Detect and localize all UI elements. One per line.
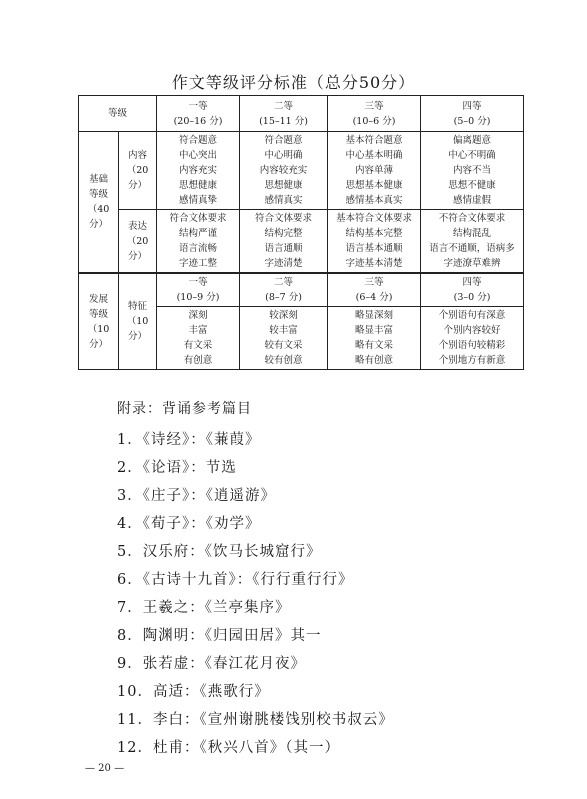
level-header: 三等 (6–4 分) xyxy=(328,273,421,307)
table-row-content xyxy=(79,132,524,210)
list-item: 9．张若虚：《春江花月夜》 xyxy=(117,656,306,672)
level-header: 三等 (10–6 分) xyxy=(328,96,421,132)
level-header: 一等 (20–16 分) xyxy=(157,96,240,132)
table-row-expression xyxy=(79,210,524,274)
table-cell: 不符合文体要求 结构混乱 语言不通顺，语病多 字迹潦草难辨 xyxy=(421,210,524,274)
basic-grade-label: 基础 等级 （40 分） xyxy=(79,132,119,274)
list-item: 4．《荀子》：《劝学》 xyxy=(117,516,261,532)
page-title: 作文等级评分标准（总分50分） xyxy=(171,73,416,92)
table-cell: 偏离题意 中心不明确 内容不当 思想不健康 感情虚假 xyxy=(421,132,524,210)
level-header: 二等 (8–7 分) xyxy=(240,273,328,307)
list-item: 7．王羲之：《兰亭集序》 xyxy=(117,600,291,616)
list-item: 12．杜甫：《秋兴八首》（其一） xyxy=(117,740,340,756)
table-cell: 略显深刻 略显丰富 略有文采 略有创意 xyxy=(328,307,421,370)
table-cell: 较深刻 较丰富 较有文采 较有创意 xyxy=(240,307,328,370)
table-cell: 深刻 丰富 有文采 有创意 xyxy=(157,307,240,370)
table-cell: 个别语句有深意 个别内容较好 个别语句较精彩 个别地方有新意 xyxy=(421,307,524,370)
list-item: 6．《古诗十九首》：《行行重行行》 xyxy=(117,572,354,588)
table-cell: 符合文体要求 结构严谨 语言流畅 字迹工整 xyxy=(157,210,240,274)
list-item: 5．汉乐府：《饮马长城窟行》 xyxy=(117,544,322,560)
level-header: 四等 (3–0 分) xyxy=(421,273,524,307)
list-item: 3．《庄子》：《逍遥游》 xyxy=(117,488,276,504)
table-cell: 基本符合题意 中心基本明确 内容单薄 思想基本健康 感情基本真实 xyxy=(328,132,421,210)
content-label: 内容 （20 分） xyxy=(119,132,157,210)
table-header-row xyxy=(79,96,524,132)
level-header: 二等 (15–11 分) xyxy=(240,96,328,132)
table-cell: 符合题意 中心明确 内容较充实 思想健康 感情真实 xyxy=(240,132,328,210)
level-header: 一等 (10–9 分) xyxy=(157,273,240,307)
list-item: 1．《诗经》：《蒹葭》 xyxy=(117,432,261,448)
expression-label: 表达 （20 分） xyxy=(119,210,157,274)
list-item: 8．陶渊明：《归园田居》其一 xyxy=(117,628,322,644)
list-item: 11．李白：《宣州谢朓楼饯别校书叔云》 xyxy=(117,712,394,728)
level-header: 四等 (5–0 分) xyxy=(421,96,524,132)
table-cell: 基本符合文体要求 结构基本完整 语言基本通顺 字迹基本清楚 xyxy=(328,210,421,274)
table-cell: 符合题意 中心突出 内容充实 思想健康 感情真挚 xyxy=(157,132,240,210)
recitation-list xyxy=(117,426,394,762)
development-grade-label: 发展 等级 （10 分） xyxy=(79,273,119,370)
table-row-development-levels xyxy=(79,273,524,307)
grade-header-label: 等级 xyxy=(79,96,157,132)
page-number: — 20 — xyxy=(85,763,125,774)
table-cell: 符合文体要求 结构完整 语言通顺 字迹清楚 xyxy=(240,210,328,274)
appendix-heading: 附录：背诵参考篇目 xyxy=(117,401,252,417)
list-item: 2．《论语》：节选 xyxy=(117,460,237,476)
list-item: 10．高适：《燕歌行》 xyxy=(117,684,270,700)
feature-label: 特征 （10 分） xyxy=(119,273,157,370)
grading-table xyxy=(78,95,524,370)
